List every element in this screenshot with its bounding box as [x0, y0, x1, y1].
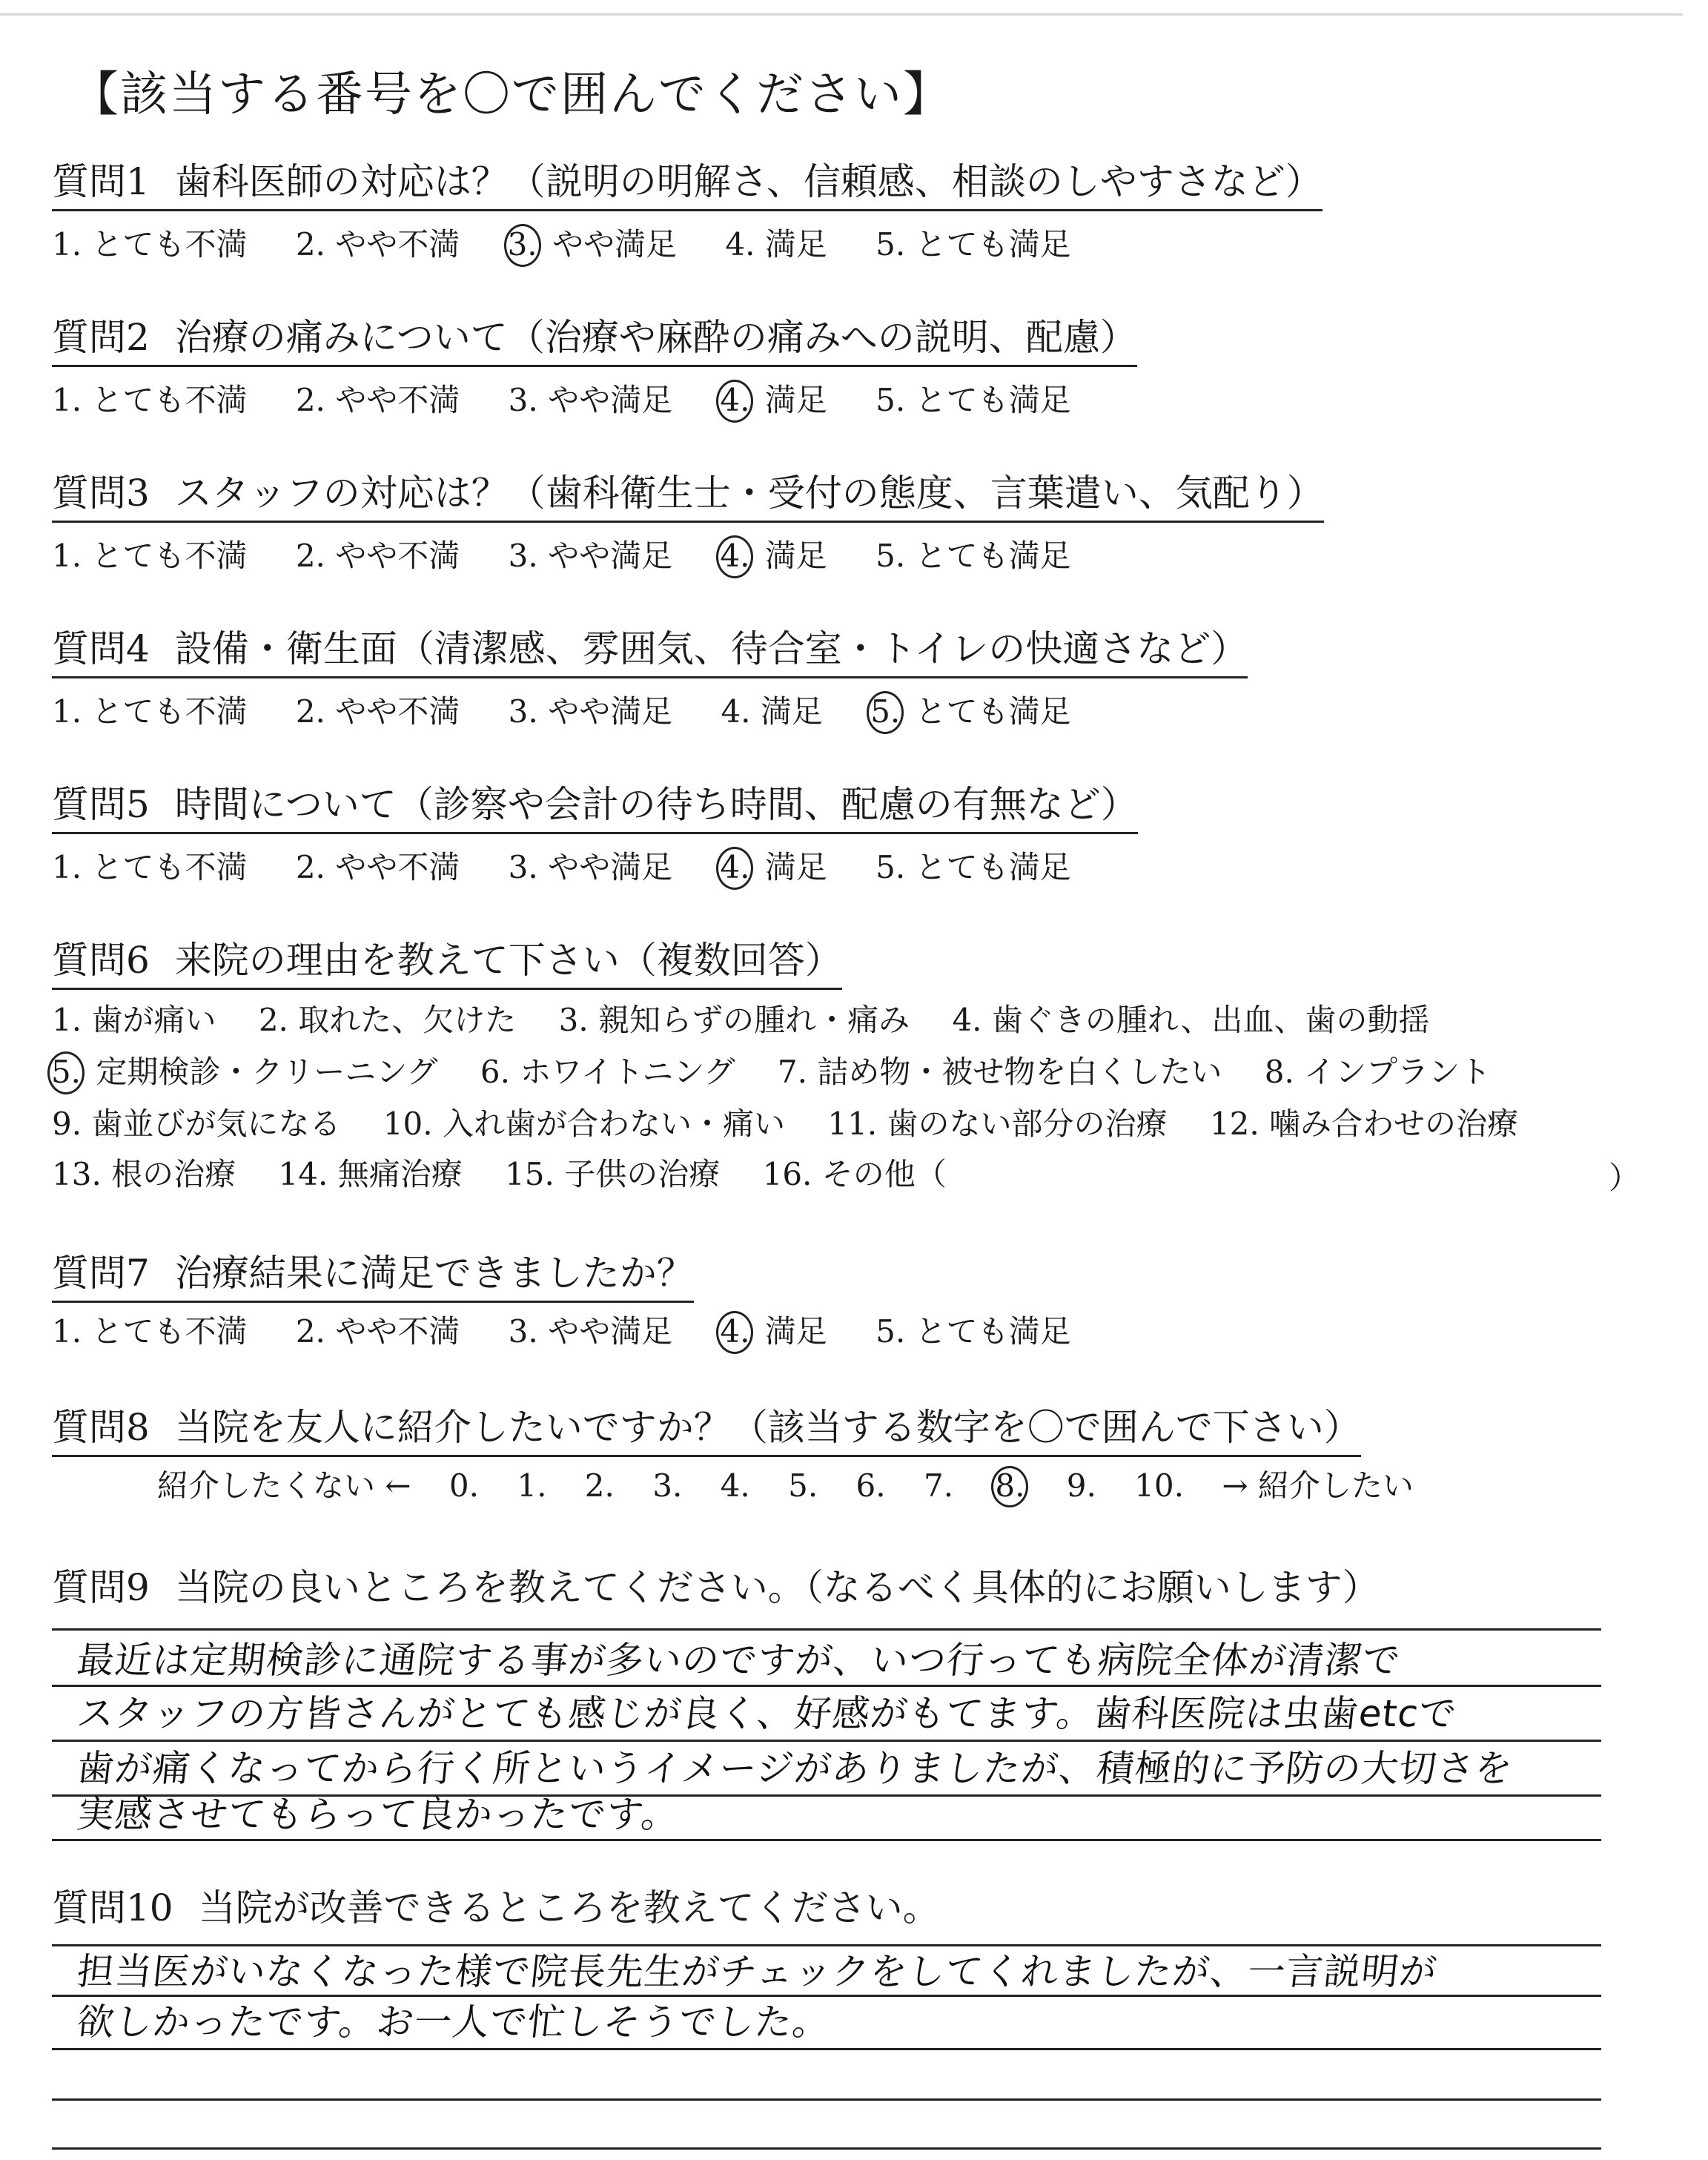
question-4-title — [52, 626, 1248, 678]
reason-option[interactable]: 13. 根の治療 — [52, 1156, 236, 1192]
option-2[interactable]: 2. やや不満 — [295, 538, 460, 574]
question-number: 質問5 — [52, 783, 150, 826]
answer-line — [52, 1995, 1601, 1997]
option-5[interactable]: 5. とても満足 — [875, 226, 1071, 262]
reasons-row-3 — [52, 1103, 1551, 1145]
option-5-selected[interactable]: 5. とても満足 — [871, 691, 1070, 734]
option-4-selected[interactable]: 4. 満足 — [721, 847, 827, 890]
page-title: 【該当する番号を〇で囲んでください】 — [71, 67, 952, 122]
scale-number[interactable]: 1. — [517, 1467, 547, 1504]
option-4[interactable]: 4. 満足 — [721, 693, 823, 730]
scale-number[interactable]: 2. — [584, 1467, 615, 1504]
question-1-options — [52, 224, 1110, 267]
reasons-row-1 — [52, 1000, 1462, 1041]
option-3-selected[interactable]: 3. やや満足 — [509, 224, 677, 267]
reason-option[interactable]: 9. 歯並びが気になる — [52, 1106, 341, 1142]
question-number: 質問6 — [52, 939, 150, 982]
option-1[interactable]: 1. とても不満 — [52, 693, 248, 730]
q10-handwritten-line: 欲しかったです。お一人で忙しそうでした。 — [74, 2001, 833, 2044]
option-2[interactable]: 2. やや不満 — [295, 1313, 460, 1350]
question-7-title — [52, 1250, 694, 1303]
question-2-title — [52, 314, 1137, 367]
answer-line — [52, 1685, 1601, 1687]
question-number: 質問10 — [52, 1886, 173, 1929]
option-1[interactable]: 1. とても不満 — [52, 1313, 248, 1350]
scale-number[interactable]: 7. — [923, 1467, 954, 1504]
selected-circle: 5. — [47, 1051, 85, 1094]
answer-line — [52, 1628, 1601, 1631]
question-number: 質問8 — [52, 1406, 150, 1449]
question-text: 歯科医師の対応は？（説明の明解さ、信頼感、相談のしやすさなど） — [174, 160, 1323, 203]
q9-handwritten-line: スタッフの方皆さんがとても感じが良く、好感がもてます。歯科医院は虫歯etcで — [74, 1692, 1459, 1735]
question-9-title — [52, 1565, 1380, 1615]
reasons-row-2 — [52, 1051, 1523, 1094]
question-text: 来院の理由を教えて下さい（複数回答） — [174, 939, 842, 982]
question-5-options — [52, 847, 1110, 890]
selected-circle: 5. — [867, 691, 904, 734]
q9-handwritten-line: 歯が痛くなってから行く所というイメージがありましたが、積極的に予防の大切さを — [74, 1747, 1515, 1790]
option-1[interactable]: 1. とても不満 — [52, 226, 248, 262]
selected-circle: 4. — [716, 535, 753, 578]
recommend-scale — [157, 1465, 1414, 1507]
reason-option[interactable]: 11. 歯のない部分の治療 — [827, 1106, 1168, 1142]
question-3-options — [52, 535, 1110, 578]
question-7-options — [52, 1311, 1110, 1354]
question-1-title — [52, 159, 1323, 211]
option-5[interactable]: 5. とても満足 — [875, 1313, 1071, 1350]
answer-line — [52, 2048, 1601, 2050]
reason-option[interactable]: 8. インプラント — [1264, 1054, 1492, 1090]
q9-handwritten-line: 実感させてもらって良かったです。 — [74, 1793, 682, 1836]
question-text: 時間について（診察や会計の待ち時間、配慮の有無など） — [174, 783, 1138, 826]
option-2[interactable]: 2. やや不満 — [295, 382, 460, 418]
selected-circle: 4. — [716, 1311, 753, 1354]
question-text: スタッフの対応は？（歯科衛生士・受付の態度、言葉遣い、気配り） — [174, 472, 1324, 515]
scale-number[interactable]: 0. — [448, 1467, 479, 1504]
option-3[interactable]: 3. やや満足 — [508, 849, 673, 885]
q10-handwritten-line: 担当医がいなくなった様で院長先生がチェックをしてくれましたが、一言説明が — [74, 1950, 1440, 1993]
option-5[interactable]: 5. とても満足 — [875, 382, 1071, 418]
option-4-selected[interactable]: 4. 満足 — [721, 535, 827, 578]
option-3[interactable]: 3. やや満足 — [508, 382, 673, 418]
selected-circle: 3. — [504, 224, 541, 267]
reason-option[interactable]: 14. 無痛治療 — [278, 1156, 463, 1192]
question-number: 質問4 — [52, 627, 150, 670]
answer-line — [52, 2147, 1601, 2150]
reason-option[interactable]: 4. 歯ぐきの腫れ、出血、歯の動揺 — [952, 1002, 1430, 1038]
reason-option[interactable]: 7. 詰め物・被せ物を白くしたい — [777, 1054, 1222, 1090]
option-4-selected[interactable]: 4. 満足 — [721, 1311, 827, 1354]
top-divider — [0, 13, 1683, 16]
option-3[interactable]: 3. やや満足 — [508, 693, 673, 730]
question-4-options — [52, 691, 1110, 734]
reasons-row-4 — [52, 1154, 979, 1195]
scale-number[interactable]: 3. — [652, 1467, 683, 1504]
option-5[interactable]: 5. とても満足 — [875, 849, 1071, 885]
option-2[interactable]: 2. やや不満 — [295, 226, 460, 262]
option-3[interactable]: 3. やや満足 — [508, 1313, 673, 1350]
question-3-title — [52, 470, 1324, 523]
reason-option[interactable]: 6. ホワイトニング — [480, 1054, 735, 1090]
scale-left-label: 紹介したくない ← — [157, 1467, 411, 1504]
question-text: 当院が改善できるところを教えてください。 — [198, 1886, 940, 1929]
question-5-title — [52, 782, 1138, 834]
option-5[interactable]: 5. とても満足 — [875, 538, 1071, 574]
reason-option[interactable]: 2. 取れた、欠けた — [258, 1002, 517, 1038]
scale-number-selected[interactable]: 8. — [991, 1466, 1028, 1507]
scale-number[interactable]: 5. — [788, 1467, 818, 1504]
question-number: 質問7 — [52, 1252, 150, 1295]
reason-option[interactable]: 3. 親知らずの腫れ・痛み — [558, 1002, 910, 1038]
q9-handwritten-line: 最近は定期検診に通院する事が多いのですが、いつ行っても病院全体が清潔で — [74, 1639, 1403, 1682]
reason-option-other[interactable]: 16. その他（ — [762, 1156, 947, 1192]
option-3[interactable]: 3. やや満足 — [508, 538, 673, 574]
scale-number[interactable]: 10. — [1134, 1467, 1184, 1504]
question-number: 質問9 — [52, 1566, 150, 1609]
question-text: 治療の痛みについて（治療や麻酔の痛みへの説明、配慮） — [174, 316, 1137, 359]
reason-option[interactable]: 12. 噛み合わせの治療 — [1209, 1106, 1519, 1142]
option-1[interactable]: 1. とても不満 — [52, 382, 248, 418]
question-number: 質問1 — [52, 160, 150, 203]
question-10-title — [52, 1885, 940, 1935]
question-text: 設備・衛生面（清潔感、雰囲気、待合室・トイレの快適さなど） — [174, 627, 1248, 670]
option-4-selected[interactable]: 4. 満足 — [721, 380, 827, 423]
option-2[interactable]: 2. やや不満 — [295, 693, 460, 730]
scale-right-label: → 紹介したい — [1222, 1467, 1414, 1504]
answer-line — [52, 1740, 1601, 1742]
answer-line — [52, 1944, 1601, 1946]
scale-number[interactable]: 6. — [855, 1467, 886, 1504]
reason-option-selected[interactable]: 5. 定期検診・クリーニング — [52, 1051, 438, 1094]
question-number: 質問3 — [52, 472, 150, 515]
scale-number[interactable]: 9. — [1066, 1467, 1096, 1504]
question-text: 当院の良いところを教えてください。（なるべく具体的にお願いします） — [174, 1566, 1380, 1609]
selected-circle: 4. — [716, 847, 753, 890]
answer-line — [52, 1839, 1601, 1841]
reason-option[interactable]: 10. 入れ歯が合わない・痛い — [383, 1106, 785, 1142]
question-text: 治療結果に満足できましたか？ — [174, 1252, 694, 1295]
question-8-title — [52, 1404, 1361, 1457]
option-1[interactable]: 1. とても不満 — [52, 849, 248, 885]
selected-circle: 4. — [716, 380, 753, 423]
other-paren-close: ） — [1609, 1160, 1641, 1196]
question-6-title — [52, 937, 842, 990]
question-2-options — [52, 380, 1110, 423]
reason-option[interactable]: 1. 歯が痛い — [52, 1002, 216, 1038]
option-1[interactable]: 1. とても不満 — [52, 538, 248, 574]
scale-number[interactable]: 4. — [720, 1467, 750, 1504]
question-text: 当院を友人に紹介したいですか？（該当する数字を〇で囲んで下さい） — [174, 1406, 1361, 1449]
option-2[interactable]: 2. やや不満 — [295, 849, 460, 885]
reason-option[interactable]: 15. 子供の治療 — [505, 1156, 721, 1192]
answer-line — [52, 2098, 1601, 2101]
option-4[interactable]: 4. 満足 — [725, 226, 827, 262]
question-number: 質問2 — [52, 316, 150, 359]
